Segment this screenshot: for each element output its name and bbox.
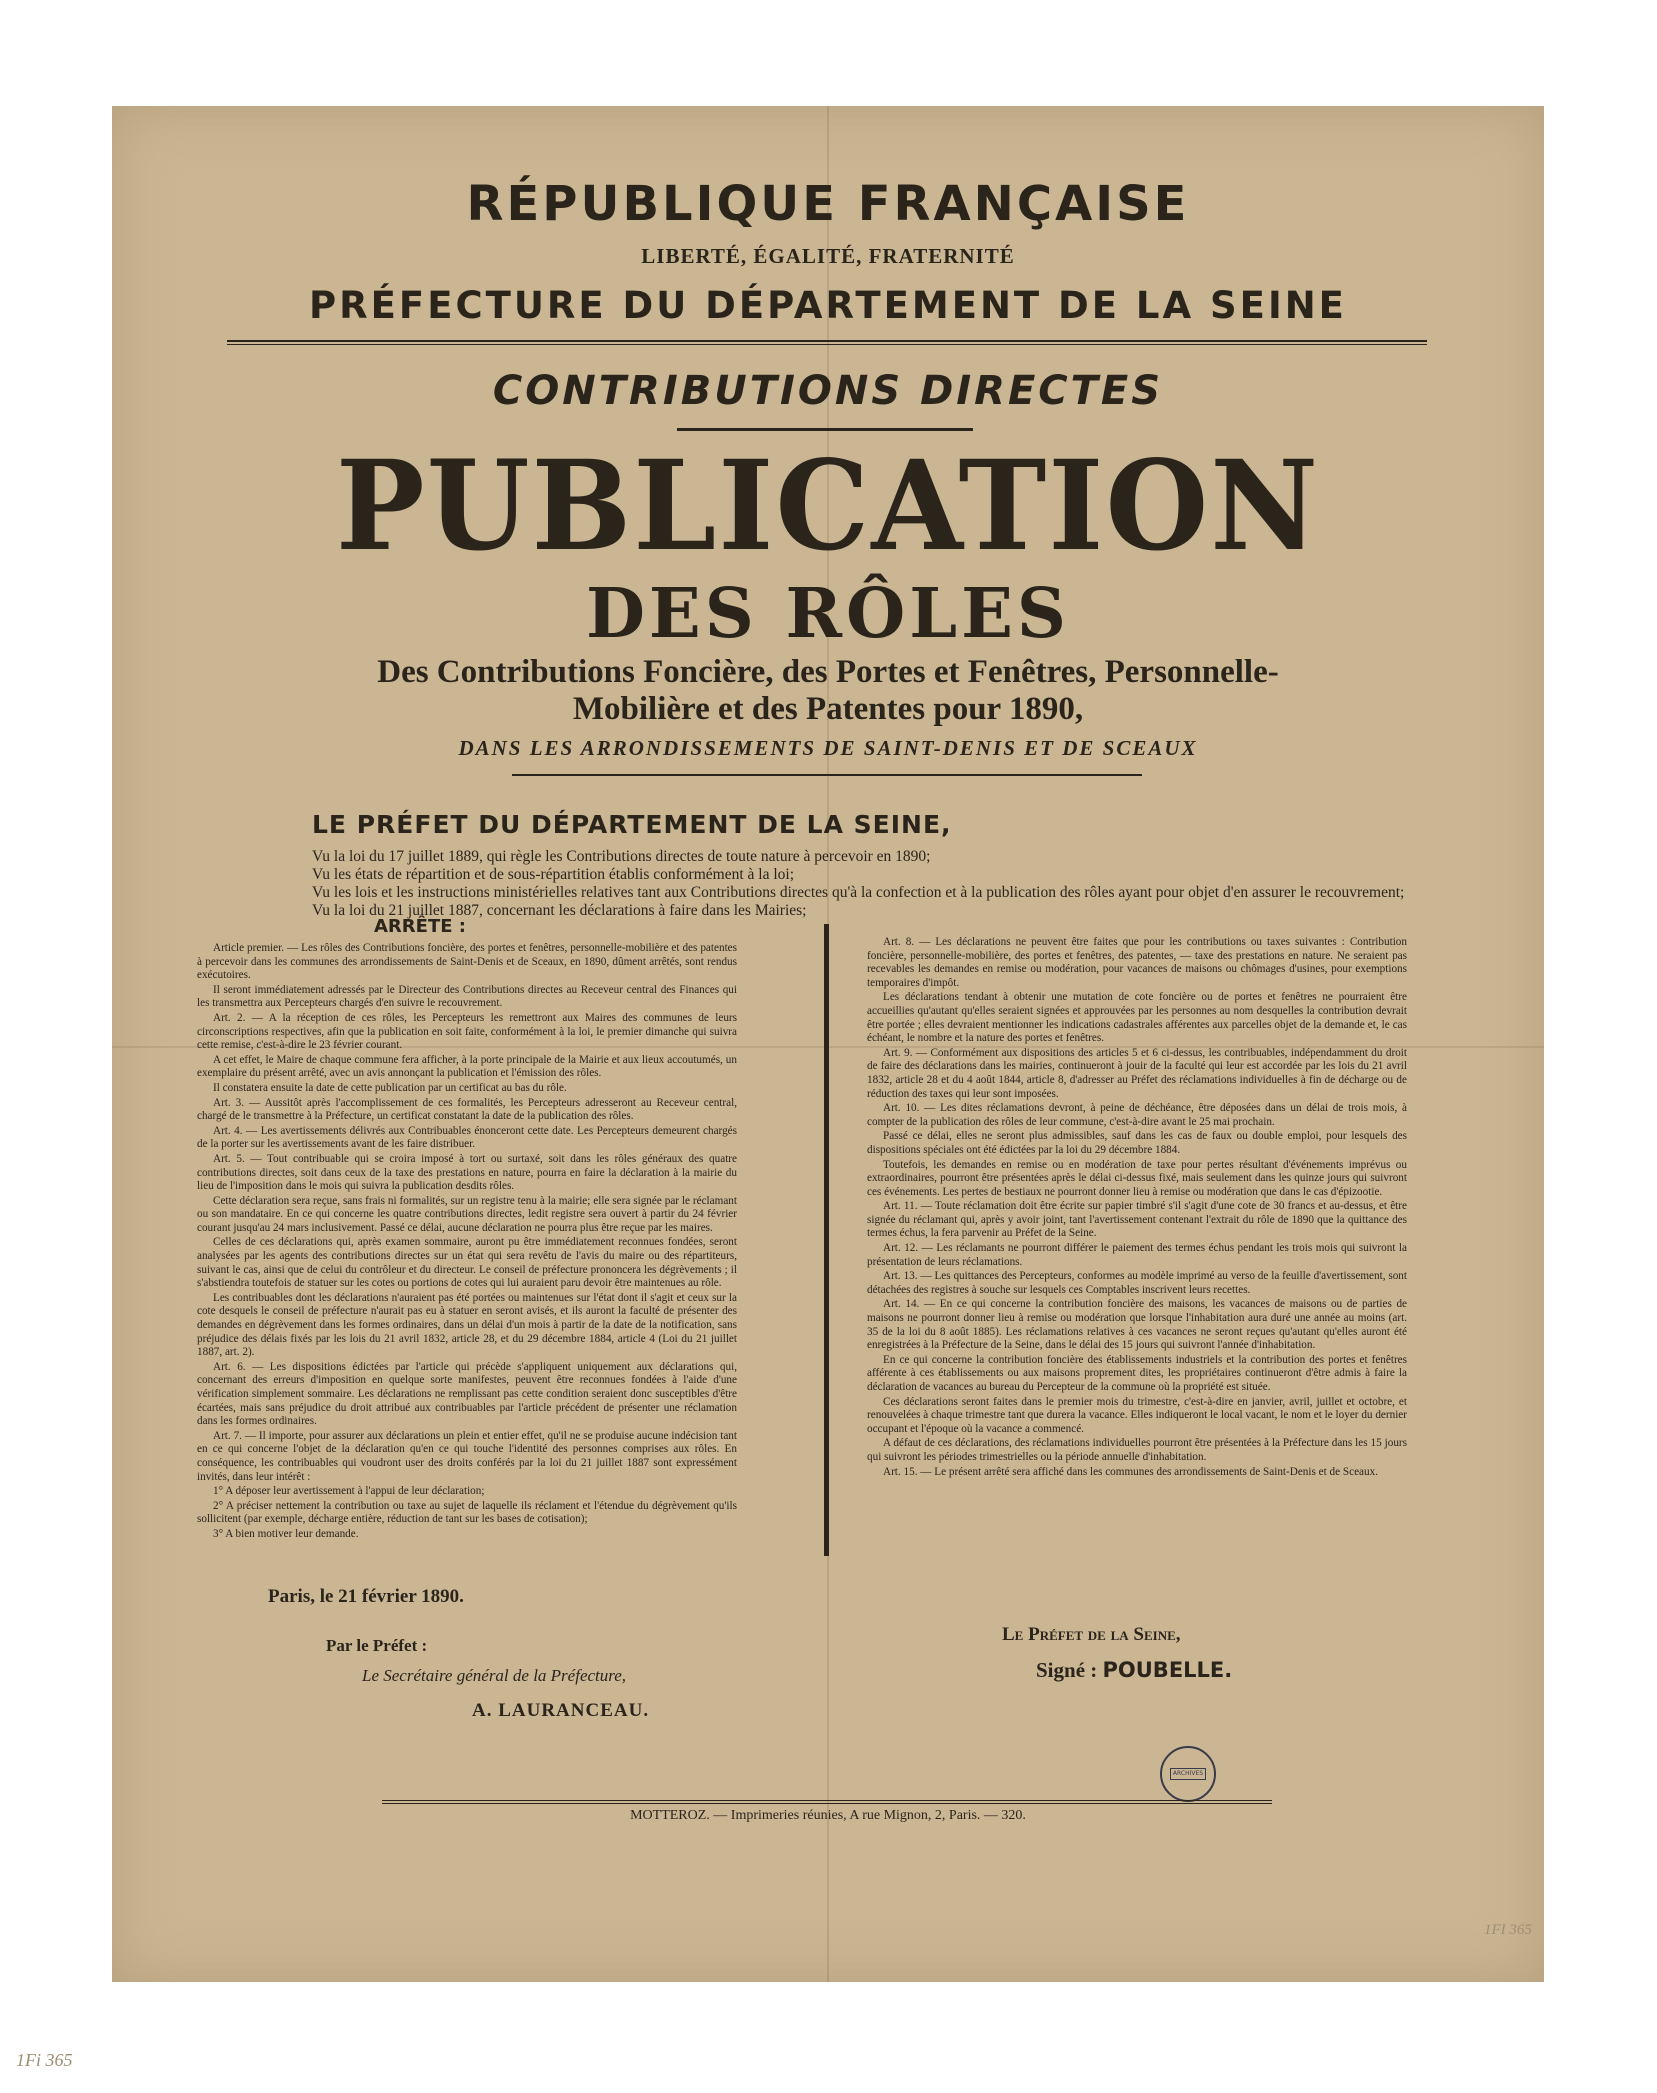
article-paragraph: Art. 9. — Conformément aux dispositions des articles 5 et 6 ci-dessus, les contribuables, indépendamment du droit de faire des déclarations dans les mairies, continueront à jouir de la faculté qui leur est accordée par les lois du 21 avril 1832, article 28 et du 4 août 1844, article 8, d'adresser au Préfet des réclamations individuelles à fin de décharge ou de réduction des taxes qui leur sont imposées. bbox=[867, 1046, 1407, 1100]
article-paragraph: Art. 15. — Le présent arrêté sera affiché dans les communes des arrondissements de Saint-Denis et de Sceaux. bbox=[883, 1465, 1378, 1478]
article-paragraph: Celles de ces déclarations qui, après examen sommaire, auront pu être immédiatement reconnues fondées, seront analysées par les agents des contributions directes sur un état qui sera revêtu de l'avis du maire ou des répartiteurs, suivant le cas, ainsi que de celui du contrôleur et du directeur. Le conseil de préfecture prononcera les dégrèvements ; il s'abstiendra toutefois de statuer sur les cotes ou portions de cotes qui lui auraient paru devoir être maintenues au rôle. bbox=[197, 1236, 737, 1290]
article-paragraph: Art. 12. — Les réclamants ne pourront différer le paiement des termes échus pendant les trois mois qui suivront la présentation de leurs réclamations. bbox=[867, 1242, 1407, 1268]
article-paragraph: 3° A bien motiver leur demande. bbox=[213, 1527, 359, 1540]
article-paragraph: Art. 5. — Tout contribuable qui se croira imposé à tort ou surtaxé, soit dans les rôles généraux des quatre contributions directes, soit dans ceux de la taxe des prestations en nature, pourra en faire la déclaration à la mairie du lieu de l'imposition dans le mois qui suivra la publication desdits rôles. bbox=[197, 1152, 737, 1193]
subtitle-line-1: Des Contributions Foncière, des Portes et Fenêtres, Personnelle- bbox=[377, 654, 1279, 690]
par-le-prefet: Par le Préfet : bbox=[326, 1636, 428, 1655]
signe-label: Signé : bbox=[1036, 1658, 1098, 1682]
signature-date: Paris, le 21 février 1890. bbox=[268, 1586, 464, 1607]
arrete-heading: ARRÊTE : bbox=[374, 916, 466, 937]
column-divider bbox=[824, 924, 829, 1556]
article-paragraph: Article premier. — Les rôles des Contributions foncière, des portes et fenêtres, personnelle-mobilière et des patentes à percevoir dans les communes des arrondissements de Saint-Denis et de Sceaux, en 1890, dûment arrêtés, sont rendus exécutoires. bbox=[197, 942, 737, 982]
prefet-heading: LE PRÉFET DU DÉPARTEMENT DE LA SEINE, bbox=[312, 810, 952, 839]
header-republique: RÉPUBLIQUE FRANÇAISE bbox=[466, 176, 1190, 232]
article-paragraph: Toutefois, les demandes en remise ou en modération de taxe pour pertes résultant d'événements imprévus ou extraordinaires, pourront être présentées après le délai ci-dessus fixé, mais seulement dans les quinze jours qui suivront ces événements. Les pertes de bestiaux ne pourront donner lieu à remise ou modération que dans le cas d'épizootie. bbox=[867, 1158, 1407, 1198]
article-paragraph: Les déclarations tendant à obtenir une mutation de cote foncière ou de portes et fenêtres ne pourraient être accueillies qu'autant qu'elles seraient signées et approuvées par les personnes au nom desquelles la contribution devrait être portée ; elles devraient mentionner les indications cadastrales afférentes aux parcelles objet de la demande et, le cas échéant, le nombre et la nature des portes et fenêtres. bbox=[867, 991, 1407, 1045]
article-paragraph: Art. 14. — En ce qui concerne la contribution foncière des maisons, les vacances de maisons ou de parties de maisons ne pourront donner lieu à remise ou modération que lorsque l'inhabitation aura duré une année au moins (art. 35 de la loi du 8 août 1885). Les réclamations relatives à ces vacances ne seront reçues qu'autant qu'elles auront été enregistrées à la Préfecture de la Seine, dans le délai des 15 jours qui suivront l'année d'inhabitation. bbox=[867, 1298, 1407, 1352]
poster-sheet bbox=[112, 106, 1544, 1982]
article-paragraph: Il constatera ensuite la date de cette publication par un certificat au bas du rôle. bbox=[213, 1081, 567, 1094]
divider-rule bbox=[512, 774, 1142, 776]
title-publication: PUBLICATION bbox=[335, 432, 1321, 579]
header-motto: LIBERTÉ, ÉGALITÉ, FRATERNITÉ bbox=[641, 244, 1015, 268]
left-column bbox=[197, 942, 737, 1543]
article-paragraph: Art. 13. — Les quittances des Percepteurs, conformes au modèle imprimé au verso de la feuille d'avertissement, sont détachées des registres à souche sur lesquels ces Comptables inscrivent leurs recettes. bbox=[867, 1270, 1407, 1296]
article-paragraph: 1° A déposer leur avertissement à l'appui de leur déclaration; bbox=[213, 1485, 485, 1498]
article-paragraph: Passé ce délai, elles ne seront plus admissibles, sauf dans les cas de faux ou double emploi, pour lesquels des dispositions spéciales ont été édictées par la loi du 29 décembre 1884. bbox=[867, 1130, 1407, 1156]
divider-rule bbox=[227, 340, 1427, 345]
article-paragraph: Ces déclarations seront faites dans le premier mois du trimestre, c'est-à-dire en janvier, avril, juillet et octobre, et renouvelées à chaque trimestre tant que durera la vacance. Elles indiqueront le local vacant, le nom et le loyer du dernier occupant et l'époque où la vacance a commencé. bbox=[867, 1395, 1407, 1435]
printer-line: MOTTEROZ. — Imprimeries réunies, A rue Mignon, 2, Paris. — 320. bbox=[630, 1808, 1026, 1823]
article-paragraph: Art. 3. — Aussitôt après l'accomplissement de ces formalités, les Percepteurs adresseront au Receveur central, chargé de le transmettre à la Préfecture, un certificat constatant la date de la publication des rôles. bbox=[197, 1096, 737, 1123]
article-paragraph: Art. 11. — Toute réclamation doit être écrite sur papier timbré s'il s'agit d'une cote de 30 francs et au-dessus, et être signée du réclamant qui, après y avoir joint, tant l'avertissement contenant l'extrait du rôle de 1890 que la quittance des termes échus, la fera parvenir au Préfet de la Seine. bbox=[867, 1200, 1407, 1240]
divider-rule bbox=[677, 428, 973, 431]
vu-line: Vu la loi du 21 juillet 1887, concernant les déclarations à faire dans les Mairies; bbox=[312, 902, 807, 919]
vu-line: Vu la loi du 17 juillet 1889, qui règle les Contributions directes de toute nature à percevoir en 1890; bbox=[312, 848, 931, 865]
signature-poubelle bbox=[1036, 1658, 1232, 1683]
vu-line: Vu les lois et les instructions ministérielles relatives tant aux Contributions directes qu'à la confection et à la publication des rôles ayant pour objet d'en assurer le recouvrement; bbox=[312, 884, 1405, 901]
article-paragraph: Art. 8. — Les déclarations ne peuvent être faites que pour les contributions ou taxes suivantes : Contribution foncière, personnelle-mobilière, des portes et fenêtres, des patentes, — taxe des prestations en nature. Ne seraient pas recevables les demandes en remise ou modération, pour vacances de maisons ou chômages d'usines, pour exemptions temporaires d'impôt. bbox=[867, 936, 1407, 989]
vu-list bbox=[312, 848, 1404, 920]
article-paragraph: Il seront immédiatement adressés par le Directeur des Contributions directes au Receveur central des Finances qui les transmettra aux Percepteurs chargés d'en suivre le recouvrement. bbox=[197, 983, 737, 1010]
archive-cote-right: 1FI 365 bbox=[1484, 1922, 1532, 1938]
signe-name: POUBELLE. bbox=[1102, 1658, 1233, 1682]
article-paragraph: A défaut de ces déclarations, des réclamations individuelles pourront être présentées à la Préfecture dans les 15 jours qui suivront les périodes trimestrielles ou la période annuelle d'inhabitation. bbox=[867, 1437, 1407, 1463]
article-paragraph: Art. 10. — Les dites réclamations devront, à peine de déchéance, être déposées dans un délai de trois mois, à compter de la publication des rôles de leur commune, c'est-à-dire avant le 25 mai prochain. bbox=[867, 1102, 1407, 1128]
article-paragraph: Art. 7. — Il importe, pour assurer aux déclarations un plein et entier effet, qu'il ne se produise aucune indécision tant en ce qui concerne l'objet de la déclaration qu'en ce qui touche l'identité des personnes comprises aux rôles. En conséquence, les contribuables qui voudront user des droits conférés par la loi du 21 juillet 1887 sont expressément invités, dans leur intérêt : bbox=[197, 1429, 737, 1483]
subtitle-arrondissements: DANS LES ARRONDISSEMENTS DE SAINT-DENIS ET DE SCEAUX bbox=[458, 736, 1198, 760]
article-paragraph: Art. 6. — Les dispositions édictées par l'article qui précède s'appliquent uniquement aux déclarations qui, concernant des erreurs d'imposition en quelque sorte manifestes, peuvent être reconnues fondées à l'aide d'une vérification simplement sommaire. Les déclarations ne remplissant pas cette condition seraient donc susceptibles d'être écartées, mais sans préjudice du droit attribué aux contribuables par l'article précédent de présenter une réclamation dans les formes ordinaires. bbox=[197, 1360, 737, 1428]
article-paragraph: Les contribuables dont les déclarations n'auraient pas été portées ou maintenues sur l'état dont il s'agit et ceux sur la cote desquels le conseil de préfecture n'aurait pas eu à statuer en seront avisés, et ils auront la faculté de présenter des demandes en dégrèvement dans les formes ordinaires, dans un délai d'un mois à partir de la date de la notification, sans préjudice des délais fixés par les lois du 21 avril 1832, article 28, et du 29 décembre 1884, article 4 (Loi du 21 juillet 1887, art. 2). bbox=[197, 1291, 737, 1359]
article-paragraph: A cet effet, le Maire de chaque commune fera afficher, à la porte principale de la Mairie et aux lieux accoutumés, un exemplaire du présent arrêté, avec un avis annonçant la publication et l'émission des rôles. bbox=[197, 1053, 737, 1080]
right-column bbox=[867, 936, 1407, 1480]
article-paragraph: 2° A préciser nettement la contribution ou taxe au sujet de laquelle ils réclament et l'étendue du dégrèvement qu'ils sollicitent (par exemple, décharge entière, réduction de tant sur les bases de cotisation); bbox=[197, 1499, 737, 1526]
le-prefet-de-la-seine: Le Préfet de la Seine, bbox=[1002, 1624, 1181, 1645]
vu-line: Vu les états de répartition et de sous-répartition établis conformément à la loi; bbox=[312, 866, 794, 883]
title-des-roles: DES RÔLES bbox=[585, 574, 1071, 654]
subtitle-line-2: Mobilière et des Patentes pour 1890, bbox=[572, 691, 1084, 727]
header-prefecture: PRÉFECTURE DU DÉPARTEMENT DE LA SEINE bbox=[309, 284, 1347, 327]
archives-stamp-icon: ARCHIVES bbox=[1160, 1746, 1216, 1802]
article-paragraph: Art. 4. — Les avertissements délivrés aux Contribuables énonceront cette date. Les Percepteurs demeurent chargés de la porter sur les avertissements avant de les faire distribuer. bbox=[197, 1124, 737, 1151]
header-contributions: CONTRIBUTIONS DIRECTES bbox=[492, 368, 1164, 414]
article-paragraph: Art. 2. — A la réception de ces rôles, les Percepteurs les remettront aux Maires des communes de leurs circonscriptions respectives, afin que la publication en soit faite, conformément à la loi, le premier dimanche qui suivra cette remise, c'est-à-dire le 23 février courant. bbox=[197, 1011, 737, 1052]
divider-rule bbox=[382, 1800, 1272, 1804]
archive-cote-left: 1Fi 365 bbox=[16, 2050, 73, 2070]
signature-lauranceau: A. LAURANCEAU. bbox=[472, 1700, 650, 1721]
article-paragraph: Cette déclaration sera reçue, sans frais ni formalités, sur un registre tenu à la mairie; elle sera signée par le réclamant ou son mandataire. En ce qui concerne les quatre contributions directes, ledit registre sera ouvert à partir du 24 février courant jusqu'au 24 mars inclusivement. Passé ce délai, aucune déclaration ne pourra plus être reçue par les maires. bbox=[197, 1194, 737, 1234]
secretaire-general: Le Secrétaire général de la Préfecture, bbox=[362, 1666, 627, 1685]
article-paragraph: En ce qui concerne la contribution foncière des établissements industriels et la contribution des portes et fenêtres afférente à ces établissements ou aux maisons proprement dites, les propriétaires continueront d'être admis à faire la déclaration de vacances au bureau du Percepteur de la commune où la propriété est située. bbox=[867, 1353, 1407, 1393]
